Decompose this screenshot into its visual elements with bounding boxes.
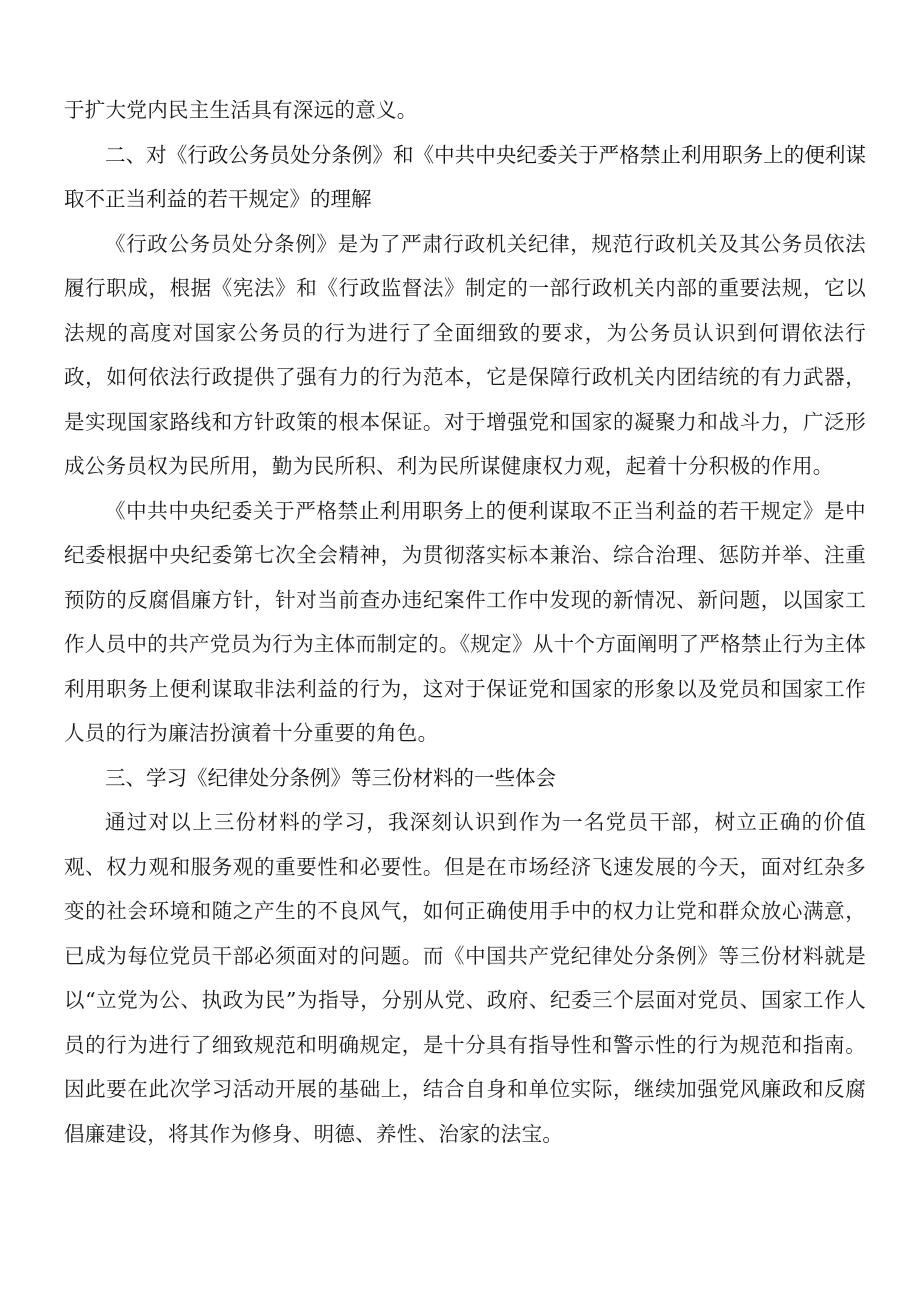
section-2-paragraph-2: 《中共中央纪委关于严格禁止利用职务上的便利谋取不正当利益的若干规定》是中纪委根据中央纪委第七次全会精神，为贯彻落实标本兼治、综合治理、惩防并举、注重预防的反腐倡廉方针，针对当前查办违纪案件工作中发现的新情况、新问题，以国家工作人员中的共产党员为行为主体而制定的。《规定》从十个方面阐明了严格禁止行为主体利用职务上便利谋取非法利益的行为，这对于保证党和国家的形象以及党员和国家工作人员的行为廉洁扮演着十分重要的角色。 (64, 498, 866, 745)
section-2-paragraph-1: 《行政公务员处分条例》是为了严肃行政机关纪律，规范行政机关及其公务员依法履行职成，根据《宪法》和《行政监督法》制定的一部行政机关内部的重要法规，它以法规的高度对国家公务员的行为进行了全面细致的要求，为公务员认识到何谓依法行政，如何依法行政提供了强有力的行为范本，它是保障行政机关内团结统的有力武器，是实现国家路线和方针政策的根本保证。对于增强党和国家的凝聚力和战斗力，广泛形成公务员权为民所用，勤为民所积、利为民所谋健康权力观，起着十分积极的作用。 (64, 231, 866, 478)
continuation-paragraph: 于扩大党内民主生活具有深远的意义。 (64, 98, 418, 122)
section-2-heading: 二、对《行政公务员处分条例》和《中共中央纪委关于严格禁止利用职务上的便利谋取不正当利益的若干规定》的理解 (64, 142, 866, 211)
document-page (64, 88, 866, 1156)
section-3-heading: 三、学习《纪律处分条例》等三份材料的一些体会 (105, 765, 556, 790)
section-3-paragraph-1: 通过对以上三份材料的学习，我深刻认识到作为一名党员干部，树立正确的价值观、权力观和服务观的重要性和必要性。但是在市场经济飞速发展的今天，面对红杂多变的社会环境和随之产生的不良风气，如何正确使用手中的权力让党和群众放心满意，已成为每位党员干部必须面对的问题。而《中国共产党纪律处分条例》等三份材料就是以“立党为公、执政为民”为指导，分别从党、政府、纪委三个层面对党员、国家工作人员的行为进行了细致规范和明确规定，是十分具有指导性和警示性的行为规范和指南。因此要在此次学习活动开展的基础上，结合自身和单位实际，继续加强党风廉政和反腐倡廉建设，将其作为修身、明德、养性、治家的法宝。 (64, 810, 866, 1146)
